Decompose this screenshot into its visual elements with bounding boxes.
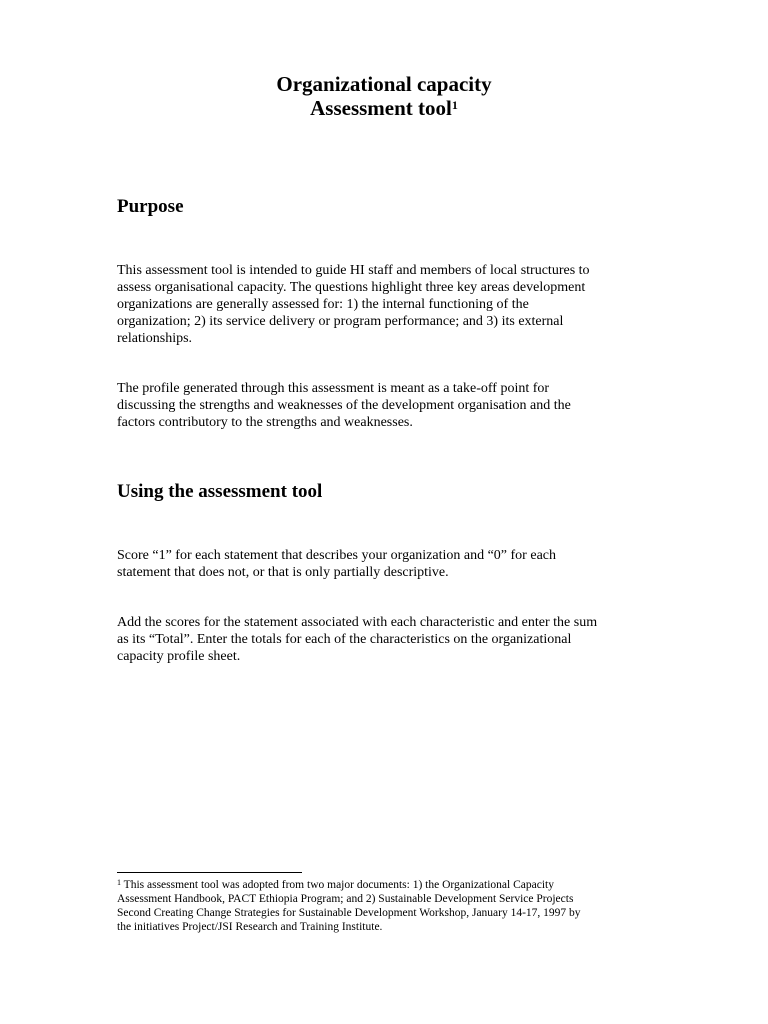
footnote [117, 878, 657, 934]
footnote-line: Second Creating Change Strategies for Sustainable Development Workshop, January 14-17, 1997 by [117, 907, 581, 919]
text-line: statement that does not, or that is only partially descriptive. [117, 565, 449, 580]
document-title-line2 [0, 96, 768, 120]
using-paragraph-1 [117, 547, 657, 581]
text-line: capacity profile sheet. [117, 649, 241, 664]
text-line: relationships. [117, 331, 193, 346]
text-line: discussing the strengths and weaknesses of the development organisation and the [117, 398, 571, 413]
footnote-line [117, 878, 657, 892]
text-line: as its “Total”. Enter the totals for each of the characteristics on the organizational [117, 632, 572, 647]
text-line: This assessment tool is intended to guide HI staff and members of local structures to [117, 263, 590, 278]
text-line: organizations are generally assessed for: 1) the internal functioning of the [117, 297, 529, 312]
text-line: Score “1” for each statement that describes your organization and “0” for each [117, 548, 556, 563]
footnote-line: Assessment Handbook, PACT Ethiopia Program; and 2) Sustainable Development Service Projects [117, 893, 574, 905]
text-line: organization; 2) its service delivery or program performance; and 3) its external [117, 314, 564, 329]
title-footnote-mark: 1 [451, 98, 458, 112]
text-line: Add the scores for the statement associated with each characteristic and enter the sum [117, 615, 598, 630]
purpose-paragraph-1 [117, 262, 657, 347]
text-line: The profile generated through this assessment is meant as a take-off point for [117, 381, 550, 396]
document-title-line1 [0, 72, 768, 96]
footnote-line: the initiatives Project/JSI Research and Training Institute. [117, 921, 383, 933]
section-heading-using: Using the assessment tool [117, 481, 323, 502]
footnote-divider [117, 872, 302, 873]
section-heading-purpose: Purpose [117, 196, 184, 217]
text-line: factors contributory to the strengths and weaknesses. [117, 415, 413, 430]
footnote-text: This assessment tool was adopted from two major documents: 1) the Organizational Capacity [121, 879, 554, 891]
footnote-mark: 1 [117, 878, 121, 887]
title-text-line2: Assessment tool [310, 96, 452, 120]
purpose-paragraph-2 [117, 380, 657, 431]
title-text-line1: Organizational capacity [276, 72, 492, 96]
using-paragraph-2 [117, 614, 657, 665]
text-line: assess organisational capacity. The questions highlight three key areas development [117, 280, 586, 295]
